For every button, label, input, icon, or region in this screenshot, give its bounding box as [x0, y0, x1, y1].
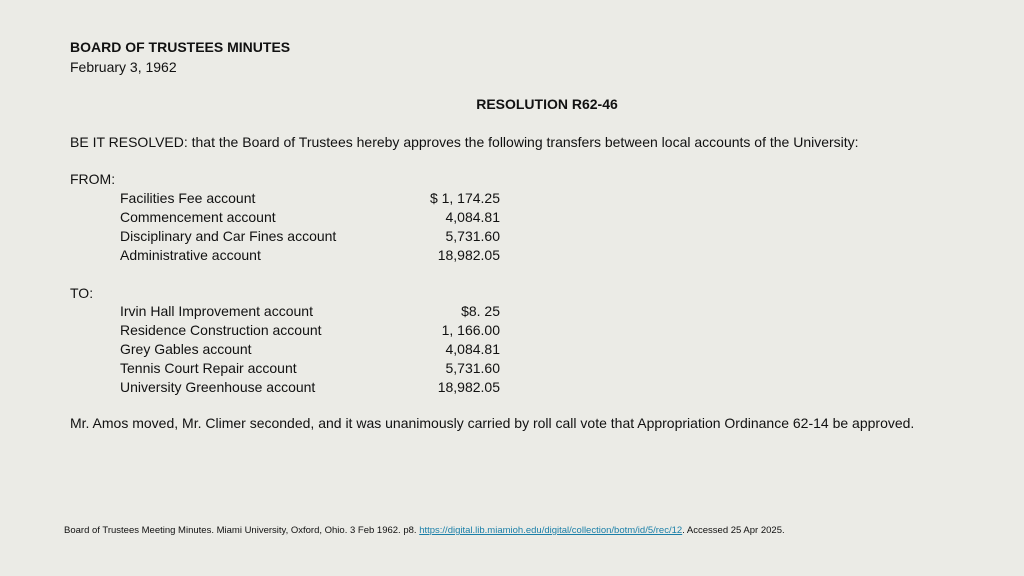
account-amount: 1, 166.00 [441, 322, 500, 338]
from-row [120, 227, 500, 246]
document-title: BOARD OF TRUSTEES MINUTES [70, 39, 291, 55]
from-accounts-list [120, 189, 500, 265]
to-row [120, 302, 500, 321]
account-amount: $ 1, 174.25 [429, 190, 500, 206]
from-row [120, 208, 500, 227]
account-amount: 18,982.05 [437, 247, 500, 263]
to-row [120, 378, 500, 397]
citation-link[interactable]: https://digital.lib.miamioh.edu/digital/collection/botm/id/5/rec/12 [419, 525, 683, 536]
to-accounts-list [120, 302, 500, 397]
account-amount: $8. 25 [461, 303, 500, 319]
account-name: Tennis Court Repair account [120, 360, 297, 376]
from-row [120, 246, 500, 265]
meeting-date: February 3, 1962 [70, 59, 177, 75]
account-name: Irvin Hall Improvement account [120, 303, 313, 319]
account-amount: 4,084.81 [445, 341, 500, 357]
account-name: Grey Gables account [120, 341, 252, 357]
account-name: Disciplinary and Car Fines account [120, 228, 337, 244]
citation [64, 525, 785, 536]
motion-text: Mr. Amos moved, Mr. Climer seconded, and it was unanimously carried by roll call vote that Appropriation Ordinance 62-14 be approved. [70, 415, 915, 431]
from-row [120, 189, 500, 208]
account-amount: 4,084.81 [445, 209, 500, 225]
account-amount: 5,731.60 [445, 228, 500, 244]
account-name: Facilities Fee account [120, 190, 256, 206]
account-name: Residence Construction account [120, 322, 322, 338]
to-label: TO: [70, 285, 94, 301]
account-amount: 18,982.05 [437, 379, 500, 395]
account-name: Administrative account [120, 247, 261, 263]
resolution-text: BE IT RESOLVED: that the Board of Trustees hereby approves the following transfers between local accounts of the University: [70, 134, 859, 150]
from-label: FROM: [70, 171, 116, 187]
account-name: Commencement account [120, 209, 276, 225]
to-row [120, 321, 500, 340]
to-row [120, 340, 500, 359]
citation-suffix: . Accessed 25 Apr 2025. [682, 525, 785, 536]
account-name: University Greenhouse account [120, 379, 316, 395]
citation-prefix: Board of Trustees Meeting Minutes. Miami University, Oxford, Ohio. 3 Feb 1962. p8. [64, 525, 420, 536]
to-row [120, 359, 500, 378]
account-amount: 5,731.60 [445, 360, 500, 376]
resolution-title: RESOLUTION R62-46 [476, 96, 618, 112]
